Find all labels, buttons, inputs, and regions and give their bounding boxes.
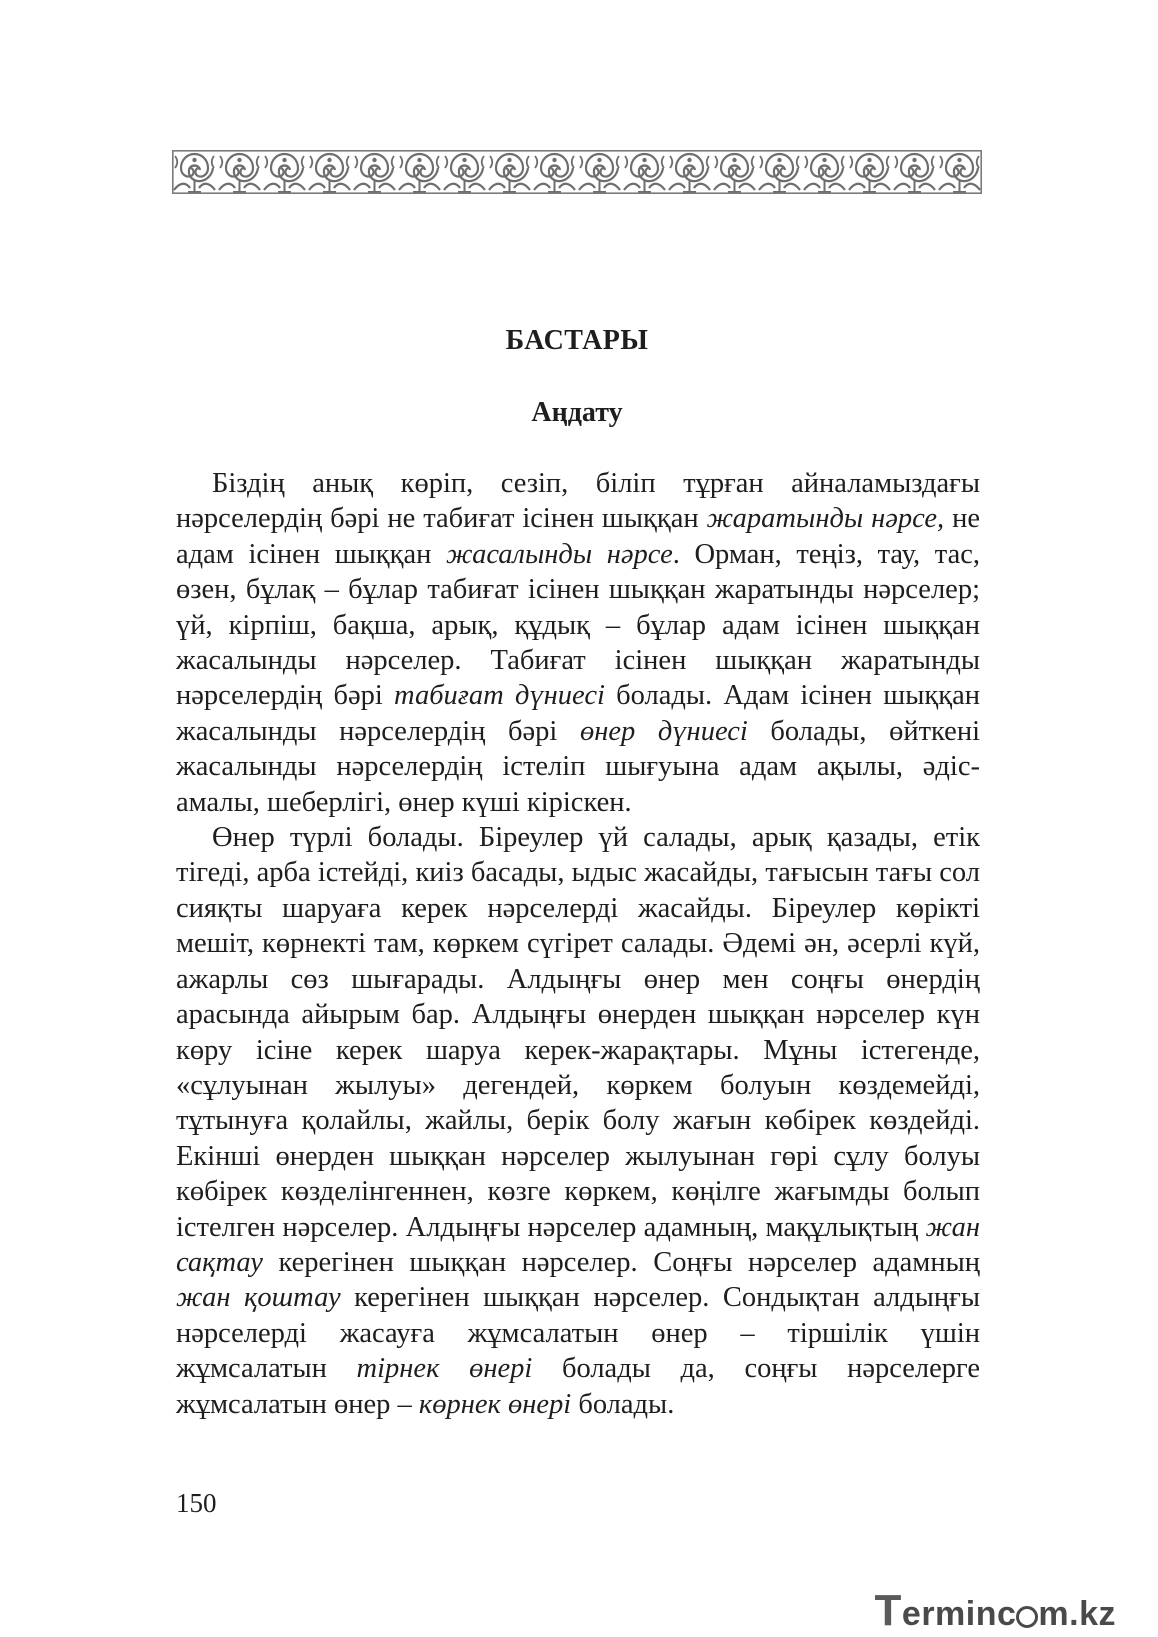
watermark-letter: T [874, 1586, 902, 1635]
section-subtitle: Аңдату [531, 397, 623, 428]
text-run: . Орман, теңіз, тау, тас, өзен, бұлақ – бұлар табиғат ісінен шыққан жаратынды нәрселер; үй, кірпіш, бақша, арық, құдық – бұлар адам ісінен шыққан жасалынды нәрселер. Табиғат ісінен шыққан жаратынды нәрселердің бәрі [176, 538, 980, 712]
paragraph [176, 820, 980, 1422]
italic-term: көрнек өнері [418, 1388, 572, 1420]
site-watermark[interactable] [875, 1586, 1116, 1636]
text-run: болады да, соңғы нәрселерге жұмсалатын өнер – [176, 1353, 980, 1420]
text-run: Біздің анық көріп, сезіп, біліп тұрған айналамыздағы нәрселердің бәрі не табиғат ісінен шыққан [176, 468, 980, 535]
text-run: керегінен шыққан нәрселер. Соңғы нәрселер адамның [262, 1246, 980, 1278]
italic-term: тірнек өнері [356, 1353, 533, 1385]
ornament-border [172, 150, 982, 194]
text-run: болады, өйткені жасалынды нәрселердің істеліп шығуына адам ақылы, әдіс-амалы, шеберлігі, өнер күші кіріскен. [176, 715, 981, 818]
italic-term: жан қоштау [176, 1282, 341, 1314]
watermark-text: erminc [901, 1595, 1017, 1633]
text-run: керегінен шыққан нәрселер. Сондықтан алдыңғы нәрселерді жасауға жұмсалатын өнер – тіршілік үшін жұмсалатын [176, 1282, 980, 1385]
italic-term: табиғат дүниесі [394, 680, 605, 712]
text-run: Өнер түрлі болады. Біреулер үй салады, арық қазады, етік тігеді, арба істейді, киіз басады, ыдыс жасайды, тағысын тағы сол сияқты шаруаға керек нәрселерді жасайды. Біреулер көрікті мешіт, көрнекті там, көркем сүгірет салады. Әдемі ән, әсерлі күй, ажарлы сөз шығарады. Алдыңғы өнер мен соңғы өнердің арасында айырым бар. Алдыңғы өнерден шыққан нәрселер күн көру ісіне керек шаруа керек-жарақтары. Мұны істегенде, «сұлуынан жылуы» дегендей, көркем болуын көздемейді, тұтынуға қолайлы, жайлы, берік болу жағын көбірек көздейді. Екінші өнерден шыққан нәрселер жылуынан гөрі сұлу болуы көбірек көзделінгеннен, көзге көркем, көңілге жағымды болып істелген нәрселер. Алдыңғы нәрселер адамның, мақұлықтың [176, 822, 980, 1243]
text-run: болады. [571, 1388, 675, 1420]
watermark-text: m.kz [1038, 1595, 1116, 1633]
text-run: не адам ісінен шыққан [176, 503, 981, 570]
italic-term: жасалынды нәрсе [446, 538, 673, 570]
text-run: болады. Адам ісінен шыққан жасалынды нәрселердің бәрі [176, 680, 980, 747]
paragraph [176, 466, 980, 820]
body-text [176, 466, 980, 1422]
circle-o-icon [1016, 1606, 1038, 1628]
italic-term: өнер дүниесі [579, 715, 748, 747]
page-number: 150 [176, 1488, 217, 1518]
italic-term: жаратынды нәрсе, [706, 503, 945, 535]
chapter-title: БАСТАРЫ [505, 325, 649, 356]
italic-term: жан сақтау [176, 1211, 980, 1278]
